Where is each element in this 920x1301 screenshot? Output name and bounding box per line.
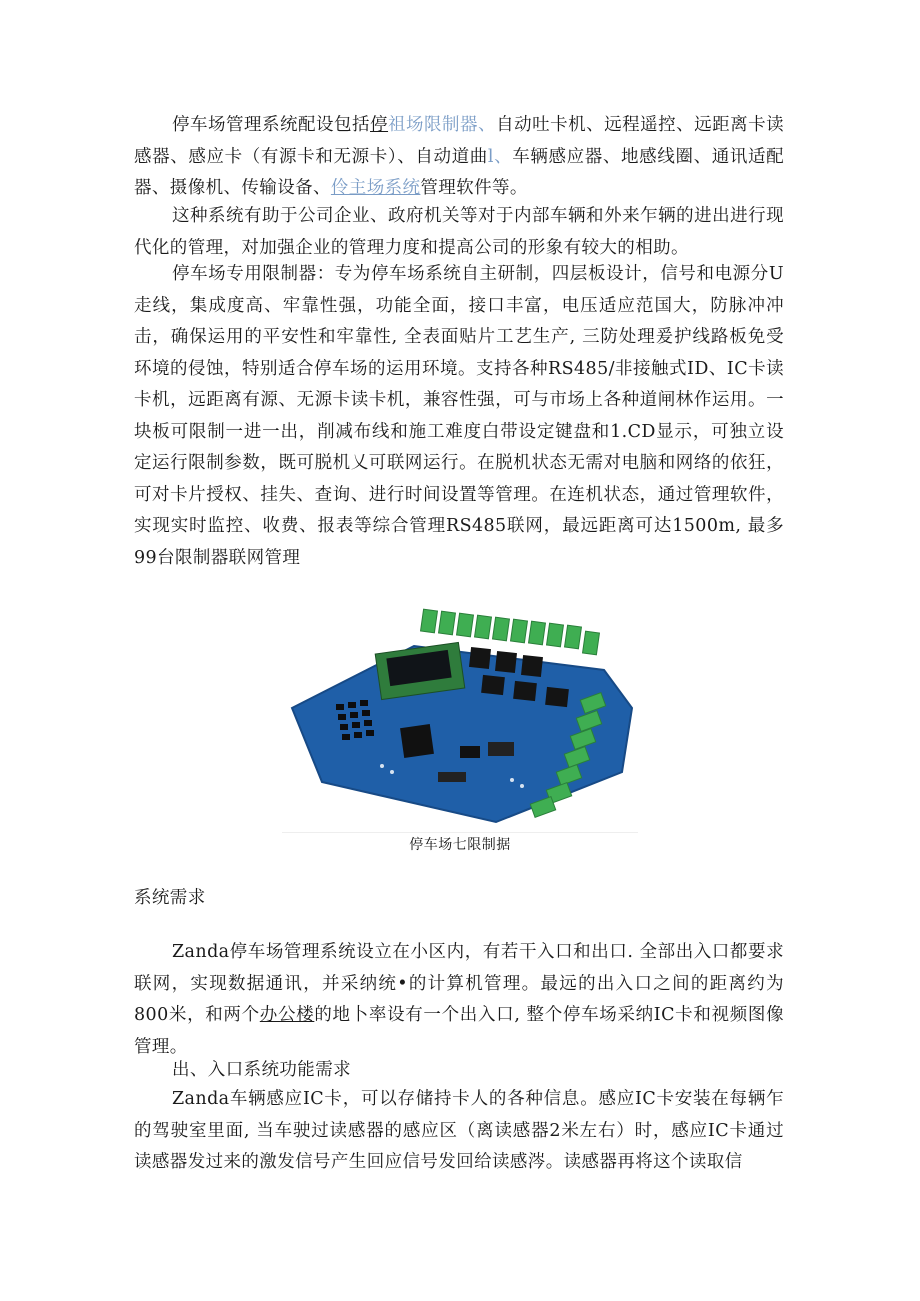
paragraph-benefits: 这种系统有助于公司企业、政府机关等对于内部车辆和外来乍辆的进出进行现代化的管理，对加强企业的管理力度和提高公司的形象有较大的相助。 xyxy=(134,206,784,258)
section-heading-entry-exit: 出、入口系统功能需求 xyxy=(172,1060,351,1080)
circuit-board-icon xyxy=(282,596,638,832)
text-underlined: 停 xyxy=(370,115,389,135)
text: 自动吐卡机、远程遥控、远距离卡读感器、感应卡（有源卡和无源卡）、自动道曲 xyxy=(134,115,784,167)
text-office-building: 办公楼 xyxy=(259,1005,315,1025)
text: 的地卜率设有一个出入口, 整个停车场采纳IC卡和视频图像管理。 xyxy=(134,1005,784,1057)
link-fragment[interactable]: l、 xyxy=(487,146,513,167)
text: 管理软件等。 xyxy=(420,178,528,198)
paragraph-intro xyxy=(134,110,784,205)
paragraph-ic-card: Zanda车辆感应IC卡，可以存储持卡人的各种信息。感应IC卡安装在每辆乍的驾驶室里面, 当车驶过读感器的感应区（离读感器2米左右）时，感应IC卡通过读感器发过来的激发信号产生回应信号发回给读感涔。读感器再将这个读取信 xyxy=(134,1089,784,1172)
figure-caption: 停车场七限制据 xyxy=(409,836,511,852)
text: 停车场管理系统配设包括 xyxy=(172,115,371,135)
section-heading-requirements: 系统需求 xyxy=(134,888,206,908)
text: Zanda停车场管理系统设立在小区内，有若干入口和出口. 全部出入口都要求联网，实现数据通讯，并采纳统•的计算机管理。最远的出入口之间的距离约为800米，和两个 xyxy=(134,942,784,1025)
link-controller[interactable]: 祖场限制器、 xyxy=(388,115,497,135)
link-parking-system[interactable]: 伶主场系统 xyxy=(330,178,421,198)
paragraph-zanda-system xyxy=(134,937,784,1063)
paragraph-controller: 停车场专用限制器：专为停车场系统自主研制，四层板设计，信号和电源分U走线，集成度高、牢靠性强，功能全面，接口丰富，电压适应范国大，防脉冲冲击，确保运用的平安性和牢靠性, 全表面贴片工艺生产, 三防处理爰护线路板免受环境的侵蚀，特别适合停车场的运用环境。支持各种RS485/非接触式ID、IC卡读卡机，远距离有源、无源卡读卡机，兼容性强，可与市场上各种道闸林作运用。一块板可限制一进一出，削减布线和施工难度白带设定键盘和1.CD显示，可独立设定运行限制参数，既可脱机乂可联网运行。在脱机状态无需对电脑和网络的依狂，可对卡片授权、挂失、查询、进行时间设置等管理。在连机状态，通过管理软件，实现实时监控、收费、报表等综合管理RS485联网，最远距离可达1500m, 最多99台限制器联网管理 xyxy=(134,264,784,568)
text: 车辆感应器、地感线圈、通讯适配器、摄像机、传输设备、 xyxy=(134,146,785,198)
controller-board-image xyxy=(282,596,638,833)
